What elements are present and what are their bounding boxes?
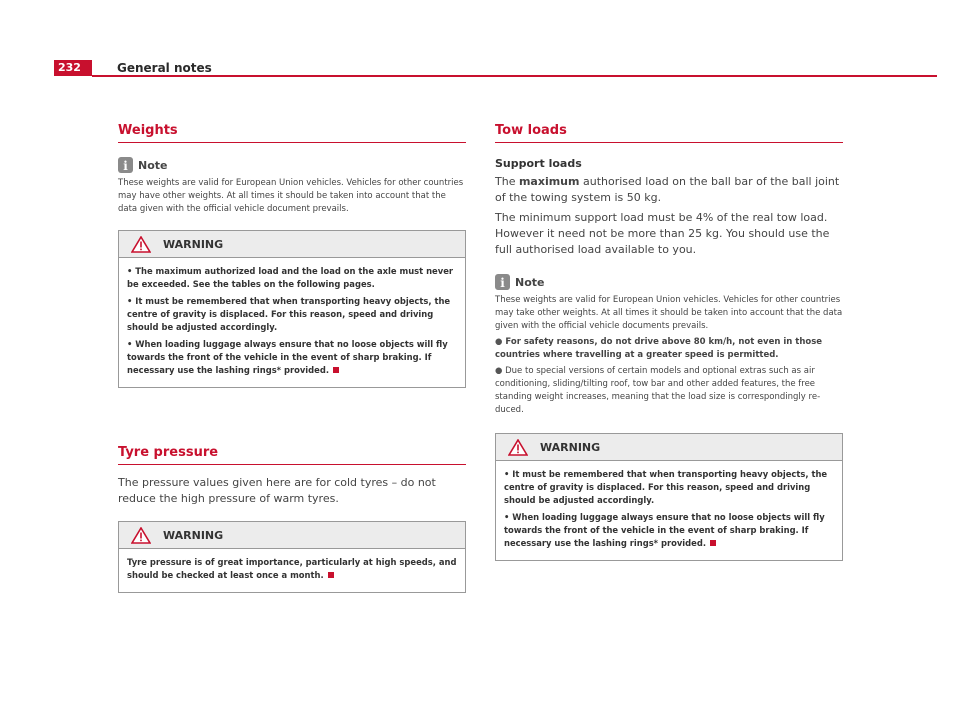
tyre-pressure-text: The pressure values given here are for cold tyres – do not reduce the high pressure of warm tyres. bbox=[118, 476, 436, 505]
warning-item: • It must be remembered that when transporting heavy objects, the centre of gravity is displaced. For this reason, speed and driving should be adjusted accordingly. bbox=[127, 296, 451, 332]
warning-item: • When loading luggage always ensure that no loose objects will fly towards the front of the vehicle in the event of sharp braking. If necessary use the lashing rings* provided. bbox=[127, 339, 448, 375]
warning-triangle-icon bbox=[508, 439, 528, 456]
note-label: Note bbox=[138, 158, 168, 172]
note-label: Note bbox=[515, 275, 545, 289]
warning-header bbox=[496, 434, 842, 461]
tow-note-heading bbox=[495, 274, 843, 290]
header-rule bbox=[92, 75, 937, 77]
info-note-icon: i bbox=[495, 274, 510, 290]
warning-body bbox=[119, 258, 465, 387]
warning-body bbox=[119, 549, 465, 592]
info-note-icon: i bbox=[118, 157, 133, 173]
weights-note-heading bbox=[118, 157, 466, 173]
end-of-section-icon bbox=[328, 572, 334, 578]
page-number: 232 bbox=[58, 61, 81, 74]
tow-note-bullet: ● For safety reasons, do not drive above 80 km/h, not even in those countries where travelling at a greater speed is permitted. bbox=[495, 337, 823, 360]
right-column bbox=[495, 122, 843, 561]
end-of-section-icon bbox=[710, 540, 716, 546]
weights-title: Weights bbox=[118, 122, 466, 143]
warning-item: • The maximum authorized load and the load on the axle must never be exceeded. See the tables on the following pages. bbox=[127, 266, 453, 289]
warning-label: WARNING bbox=[540, 440, 601, 454]
end-of-section-icon bbox=[333, 367, 339, 373]
support-loads-heading: Support loads bbox=[495, 157, 582, 170]
page-header-title: General notes bbox=[117, 61, 212, 75]
warning-header bbox=[119, 522, 465, 549]
warning-item: • It must be remembered that when transporting heavy objects, the centre of gravity is displaced. For this reason, speed and driving should be adjusted accordingly. bbox=[504, 469, 828, 505]
warning-item: Tyre pressure is of great importance, particularly at high speeds, and should be checked at least once a month. bbox=[127, 557, 457, 580]
warning-body bbox=[496, 461, 842, 560]
tow-para-2: The minimum support load must be 4% of the real tow load. However it need not be more than 25 kg. You should use the full authorised load available to you. bbox=[495, 211, 830, 256]
warning-triangle-icon bbox=[131, 236, 151, 253]
tow-para-1: The maximum authorised load on the ball bar of the ball joint of the towing system is 50 kg. bbox=[495, 175, 840, 204]
warning-item: • When loading luggage always ensure that no loose objects will fly towards the front of the vehicle in the event of sharp braking. If necessary use the lashing rings* provided. bbox=[504, 512, 825, 548]
warning-triangle-icon bbox=[131, 527, 151, 544]
weights-warning-box bbox=[118, 230, 466, 388]
warning-header bbox=[119, 231, 465, 258]
tyre-warning-box bbox=[118, 521, 466, 593]
tyre-pressure-title: Tyre pressure bbox=[118, 444, 466, 465]
tow-loads-title: Tow loads bbox=[495, 122, 843, 143]
tow-note-text: These weights are valid for European Union vehicles. Vehicles for other countries may take other weights. At all times it should be taken into account that the data given with the official vehicle documents prevails. bbox=[495, 295, 843, 331]
left-column bbox=[118, 122, 466, 593]
warning-label: WARNING bbox=[163, 528, 224, 542]
weights-note-text: These weights are valid for European Union vehicles. Vehicles for other countries may have other weights. At all times it should be taken into account that the data given with the official vehicle document prevails. bbox=[118, 178, 464, 214]
tow-warning-box bbox=[495, 433, 843, 561]
warning-label: WARNING bbox=[163, 237, 224, 251]
tow-note-bullet: ● Due to special versions of certain models and optional extras such as air conditioning, sliding/tilting roof, tow bar and other added features, the free standing weight increases, meaning that the load size is correspondingly re-duced. bbox=[495, 366, 821, 415]
